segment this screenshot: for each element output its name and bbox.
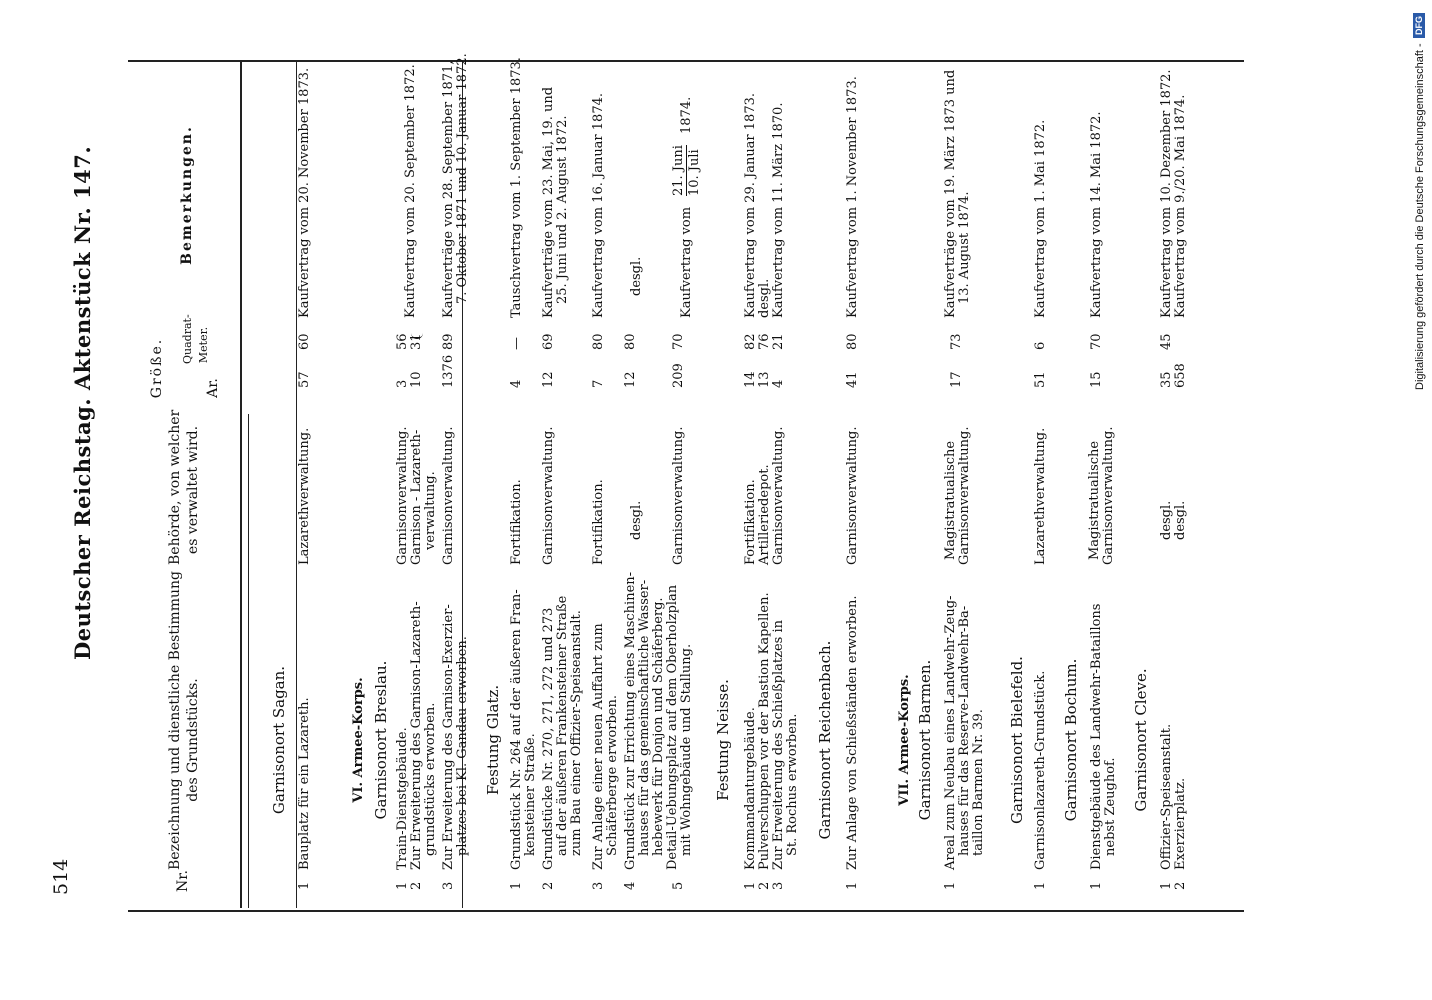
row-remarks: Kaufvertrag vom 16. Januar 1874. bbox=[591, 93, 606, 318]
row-designation-cont: grundstücks erworben. bbox=[423, 702, 438, 856]
row-designation-cont: hauses für das gemeinschaftliche Wasser- bbox=[637, 579, 652, 856]
row-remarks: Kaufverträge vom 23. Mai, 19. und bbox=[541, 86, 556, 318]
row-nr: 2 bbox=[541, 881, 556, 890]
row-size-qm: 80 bbox=[591, 333, 606, 350]
row-size-ar: 4 bbox=[509, 379, 524, 388]
row-size-qm: 82 bbox=[743, 333, 758, 350]
row-designation-cont: taillon Barmen Nr. 39. bbox=[971, 709, 986, 856]
section-title: Garnisonort Breslau. bbox=[372, 660, 390, 820]
row-size-qm: 73 bbox=[949, 333, 964, 350]
row-designation-cont: hebewerk für Donjon und Schäferberg. bbox=[651, 597, 666, 856]
row-authority: Garnison - Lazareth- bbox=[409, 429, 424, 565]
date-fraction-numerator: 21. Juni bbox=[671, 145, 686, 196]
row-remarks: Kaufvertrag vom 9./20. Mai 1874. bbox=[1173, 94, 1188, 318]
header-authority-line1: Behörde, von welcher bbox=[167, 409, 183, 565]
row-size-qm: — bbox=[509, 337, 524, 350]
row-remarks-cont: 1874. bbox=[679, 96, 694, 134]
row-size-ar: 14 bbox=[743, 371, 758, 388]
row-authority-cont: Garnisonverwaltung. bbox=[957, 426, 972, 565]
row-size-qm: 21 bbox=[771, 333, 786, 350]
row-designation: Grundstück Nr. 264 auf der äußeren Fran- bbox=[509, 589, 524, 870]
row-size-qm: 70 bbox=[671, 333, 686, 350]
row-nr: 4 bbox=[623, 881, 638, 890]
row-size-qm: 45 bbox=[1159, 333, 1174, 350]
row-designation: Zur Anlage von Schießständen erworben. bbox=[845, 595, 860, 870]
row-nr: 1 bbox=[395, 881, 410, 890]
header-size-qm-line2: Meter. bbox=[197, 326, 210, 364]
row-remarks: desgl. bbox=[629, 256, 644, 296]
row-authority: Magistratualische bbox=[1087, 440, 1102, 560]
row-remarks: Kaufvertrag vom 1. Mai 1872. bbox=[1033, 119, 1048, 318]
row-size-qm: 70 bbox=[1089, 333, 1104, 350]
row-authority: Artilleriedepot. bbox=[757, 464, 772, 565]
row-size-qm: 80 bbox=[623, 333, 638, 350]
row-designation: Kommandanturgebäude. bbox=[743, 707, 758, 870]
row-designation: Offizier-Speiseanstalt. bbox=[1159, 723, 1174, 870]
row-designation: Exerzierplatz. bbox=[1173, 777, 1188, 870]
row-nr: 1 bbox=[943, 881, 958, 890]
row-size-qm: 31 bbox=[409, 333, 424, 350]
row-nr: 1 bbox=[1159, 881, 1174, 890]
row-authority: Garnisonverwaltung. bbox=[441, 426, 456, 565]
row-remarks: Kaufvertrag vom 10. Dezember 1872. bbox=[1159, 69, 1174, 318]
row-designation: Dienstgebäude des Landwehr-Bataillons bbox=[1089, 603, 1104, 870]
row-designation: Garnisonlazareth-Grundstück. bbox=[1033, 670, 1048, 870]
date-fraction-denominator: 10. Juli bbox=[687, 149, 702, 196]
corps-title: VII. Armee-Korps. bbox=[897, 674, 912, 806]
row-size-qm: 80 bbox=[845, 333, 860, 350]
row-nr: 1 bbox=[1033, 881, 1048, 890]
brace-icon bbox=[411, 326, 423, 339]
row-authority: desgl. bbox=[1173, 500, 1188, 540]
row-size-ar: 658 bbox=[1173, 363, 1188, 388]
row-nr: 2 bbox=[409, 881, 424, 890]
section-title: Garnisonort Cleve. bbox=[1132, 668, 1150, 812]
row-designation: Zur Erweiterung des Garnison-Exerzier- bbox=[441, 604, 456, 870]
row-nr: 3 bbox=[591, 881, 606, 890]
row-size-qm: 60 bbox=[297, 333, 312, 350]
row-remarks: Kaufverträge von 28. September 1871, bbox=[441, 60, 456, 318]
row-nr: 5 bbox=[671, 881, 686, 890]
row-remarks: Kaufvertrag vom 11. März 1870. bbox=[771, 102, 786, 318]
row-authority: Lazarethverwaltung. bbox=[297, 427, 312, 565]
row-authority: Lazarethverwaltung. bbox=[1033, 427, 1048, 565]
header-designation-line1: Bezeichnung und dienstliche Bestimmung bbox=[167, 571, 183, 870]
row-designation-cont: mit Wohngebäude und Stallung. bbox=[679, 643, 694, 856]
row-authority: Fortifikation. bbox=[591, 479, 606, 565]
row-authority: Garnisonverwaltung. bbox=[671, 426, 686, 565]
row-remarks: Kaufvertrag vom 29. Januar 1873. bbox=[743, 93, 758, 318]
row-nr: 2 bbox=[757, 881, 772, 890]
size-column-rule bbox=[248, 414, 249, 908]
header-designation-line2: des Grundstücks. bbox=[185, 678, 201, 802]
page-number: 514 bbox=[50, 858, 72, 895]
row-nr: 3 bbox=[771, 881, 786, 890]
row-size-qm: 76 bbox=[757, 333, 772, 350]
running-head: Deutscher Reichstag. Aktenstück Nr. 147. bbox=[70, 145, 95, 660]
row-authority: Garnisonverwaltung. bbox=[395, 426, 410, 565]
row-remarks-cont: 25. Juni und 2. August 1872. bbox=[555, 115, 570, 304]
row-designation: Grundstücke Nr. 270, 271, 272 und 273 bbox=[541, 607, 556, 870]
row-designation-cont: St. Rochus erworben. bbox=[785, 713, 800, 856]
header-nr: Nr. bbox=[175, 870, 191, 892]
row-size-ar: 7 bbox=[591, 379, 606, 388]
row-remarks: Tauschvertrag vom 1. September 1873. bbox=[509, 57, 524, 318]
section-title: Festung Neisse. bbox=[714, 679, 732, 801]
row-designation: Bauplatz für ein Lazareth. bbox=[297, 697, 312, 870]
row-designation-cont: zum Bau einer Offizier-Speiseanstalt. bbox=[569, 610, 584, 856]
row-remarks: Kaufvertrag vom 20. September 1872. bbox=[403, 64, 418, 318]
row-size-ar: 41 bbox=[845, 371, 860, 388]
header-authority-line2: es verwaltet wird. bbox=[185, 425, 201, 555]
header-remarks: Bemerkungen. bbox=[179, 125, 195, 265]
row-authority: Garnisonverwaltung. bbox=[771, 426, 786, 565]
row-size-ar: 1376 bbox=[441, 354, 456, 388]
section-title: Garnisonort Bochum. bbox=[1062, 658, 1080, 822]
row-remarks: Kaufvertrag vom 14. Mai 1872. bbox=[1089, 111, 1104, 318]
header-rule bbox=[240, 60, 242, 908]
dfg-logo: DFG bbox=[1413, 13, 1425, 38]
row-authority: desgl. bbox=[629, 500, 644, 540]
row-designation: Train-Dienstgebäude. bbox=[395, 727, 410, 870]
row-size-ar: 10 bbox=[409, 371, 424, 388]
row-designation: Detail-Uebungsplatz auf dem Oberholzplan bbox=[665, 584, 680, 870]
row-designation: Areal zum Neubau eines Landwehr-Zeug- bbox=[943, 595, 958, 870]
header-size-ar: Ar. bbox=[205, 378, 221, 398]
row-remarks: Kaufvertrag vom 1. November 1873. bbox=[845, 76, 860, 318]
row-size-ar: 3 bbox=[395, 379, 410, 388]
row-designation-cont: nebst Zeughof. bbox=[1103, 757, 1118, 856]
header-size-qm-line1: Quadrat- bbox=[181, 314, 194, 364]
section-title: Garnisonort Barmen. bbox=[916, 659, 934, 821]
row-remarks-cont: 7. Oktober 1871 und 10. Januar 1872. bbox=[455, 53, 470, 304]
row-size-ar: 209 bbox=[671, 363, 686, 388]
row-nr: 1 bbox=[1089, 881, 1104, 890]
corps-title: VI. Armee-Korps. bbox=[351, 677, 366, 803]
row-size-ar: 12 bbox=[541, 371, 556, 388]
row-authority: Magistratualische bbox=[943, 440, 958, 560]
row-authority: Fortifikation. bbox=[743, 479, 758, 565]
row-size-ar: 15 bbox=[1089, 371, 1104, 388]
section-title: Garnisonort Sagan. bbox=[270, 665, 288, 815]
section-title: Garnisonort Reichenbach. bbox=[816, 640, 834, 840]
row-authority-cont: Garnisonverwaltung. bbox=[1101, 426, 1116, 565]
row-size-ar: 12 bbox=[623, 371, 638, 388]
row-nr: 1 bbox=[845, 881, 860, 890]
row-remarks: Kaufvertrag vom bbox=[679, 206, 694, 318]
row-designation-cont: hauses für das Reserve-Landwehr-Ba- bbox=[957, 605, 972, 856]
section-title: Festung Glatz. bbox=[484, 684, 502, 796]
row-size-ar: 35 bbox=[1159, 371, 1174, 388]
row-designation-cont: auf der äußeren Frankensteiner Straße bbox=[555, 595, 570, 856]
row-nr: 2 bbox=[1173, 881, 1188, 890]
row-authority: Garnisonverwaltung. bbox=[845, 426, 860, 565]
row-authority: Fortifikation. bbox=[509, 479, 524, 565]
row-authority: desgl. bbox=[1159, 500, 1174, 540]
header-size: Größe. bbox=[149, 337, 165, 399]
row-authority-cont: verwaltung. bbox=[423, 471, 438, 550]
row-size-ar: 51 bbox=[1033, 371, 1048, 388]
row-size-qm: 56 bbox=[395, 333, 410, 350]
row-designation: Grundstück zur Errichtung eines Maschinen- bbox=[623, 571, 638, 870]
row-designation-cont: Schäferberge erworben. bbox=[605, 694, 620, 856]
row-size-ar: 4 bbox=[771, 379, 786, 388]
row-designation-cont: platzes bei Kl. Gandau erworben. bbox=[455, 636, 470, 856]
row-size-ar: 57 bbox=[297, 371, 312, 388]
row-nr: 1 bbox=[743, 881, 758, 890]
row-remarks: Kaufvertrag vom 20. November 1873. bbox=[297, 67, 312, 318]
row-nr: 1 bbox=[509, 881, 524, 890]
row-designation: Pulverschuppen vor der Bastion Kapellen. bbox=[757, 592, 772, 870]
section-title: Garnisonort Bielefeld. bbox=[1008, 656, 1026, 824]
digitization-note: Digitalisierung gefördert durch die Deutsche Forschungsgemeinschaft - bbox=[1414, 43, 1426, 390]
row-nr: 3 bbox=[441, 881, 456, 890]
row-remarks-cont: 13. August 1874. bbox=[957, 191, 972, 304]
row-size-ar: 13 bbox=[757, 371, 772, 388]
row-size-ar: 17 bbox=[949, 371, 964, 388]
row-size-qm: 69 bbox=[541, 333, 556, 350]
row-designation: Zur Erweiterung des Schießplatzes in bbox=[771, 619, 786, 870]
row-nr: 1 bbox=[297, 881, 312, 890]
row-remarks: desgl. bbox=[757, 278, 772, 318]
row-authority: Garnisonverwaltung. bbox=[541, 426, 556, 565]
row-size-qm: 89 bbox=[441, 333, 456, 350]
row-designation: Zur Erweiterung des Garnison-Lazareth- bbox=[409, 601, 424, 870]
row-remarks: Kaufverträge vom 19. März 1873 und bbox=[943, 69, 958, 318]
row-designation: Zur Anlage einer neuen Auffahrt zum bbox=[591, 623, 606, 870]
row-designation-cont: kensteiner Straße. bbox=[523, 733, 538, 856]
row-size-qm: 6 bbox=[1033, 341, 1048, 350]
